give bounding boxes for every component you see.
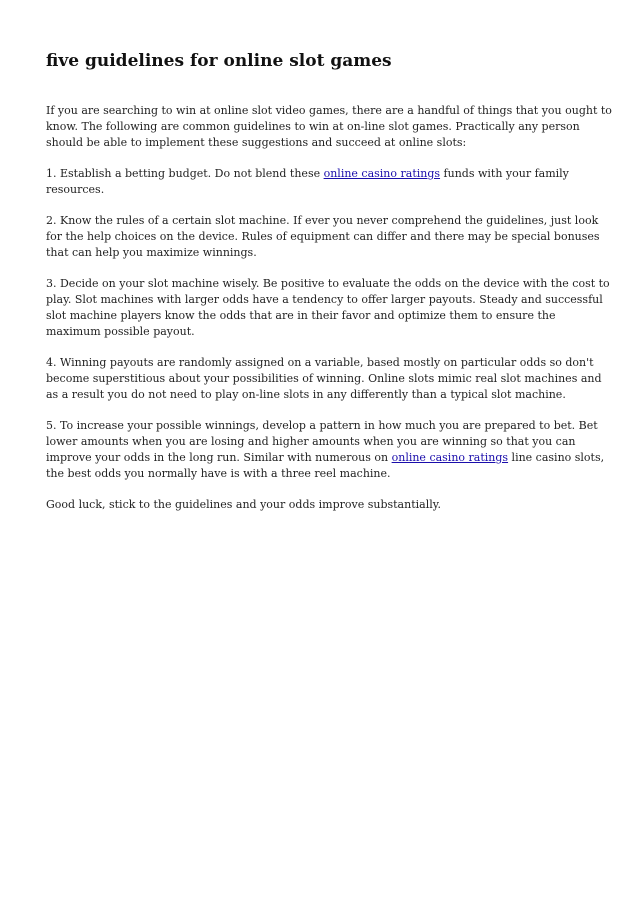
text-line: 2. Know the rules of a certain slot machine. If ever you never comprehend the guidelines, just look: [46, 214, 599, 227]
paragraph-tip-1: [46, 166, 606, 198]
text-segment: line casino slots,: [508, 451, 605, 464]
text-line: slot machine players know the odds that are in their favor and optimize them to ensure the: [46, 309, 556, 322]
text-line: 3. Decide on your slot machine wisely. Be positive to evaluate the odds on the device with the cost to: [46, 277, 610, 290]
text-line: become superstitious about your possibilities of winning. Online slots mimic real slot machines and: [46, 372, 602, 385]
text-line: 4. Winning payouts are randomly assigned on a variable, based mostly on particular odds so don't: [46, 356, 594, 369]
page-title: five guidelines for online slot games: [46, 51, 392, 71]
paragraph-tip-3: [46, 276, 610, 340]
paragraph-intro: [46, 103, 612, 151]
text-line: as a result you do not need to play on-line slots in any differently than a typical slot machine.: [46, 388, 566, 401]
online-casino-ratings-link[interactable]: online casino ratings: [323, 167, 441, 180]
online-casino-ratings-link[interactable]: online casino ratings: [391, 451, 509, 464]
text-line: lower amounts when you are losing and higher amounts when you are winning so that you can: [46, 435, 576, 448]
text-line: [46, 450, 606, 466]
text-line: resources.: [46, 183, 105, 196]
text-line: 5. To increase your possible winnings, develop a pattern in how much you are prepared to bet. Bet: [46, 419, 598, 432]
text-segment: improve your odds in the long run. Similar with numerous on: [46, 451, 392, 464]
text-segment: funds with your family: [440, 167, 569, 180]
paragraph-tip-5: [46, 418, 606, 482]
text-line: [46, 166, 606, 182]
text-line: If you are searching to win at online slot video games, there are a handful of things that you ought to: [46, 104, 612, 117]
text-segment: 1. Establish a betting budget. Do not blend these: [46, 167, 324, 180]
text-line: for the help choices on the device. Rules of equipment can differ and there may be special bonuses: [46, 230, 600, 243]
paragraph-tip-2: [46, 213, 606, 261]
text-line: Good luck, stick to the guidelines and your odds improve substantially.: [46, 498, 441, 511]
text-line: should be able to implement these suggestions and succeed at online slots:: [46, 136, 467, 149]
text-line: maximum possible payout.: [46, 325, 195, 338]
text-line: play. Slot machines with larger odds have a tendency to offer larger payouts. Steady and successful: [46, 293, 603, 306]
paragraph-closing: [46, 497, 606, 513]
text-line: know. The following are common guidelines to win at on-line slot games. Practically any person: [46, 120, 580, 133]
text-line: the best odds you normally have is with a three reel machine.: [46, 467, 391, 480]
article-body: [46, 103, 612, 528]
paragraph-tip-4: [46, 355, 606, 403]
text-line: that can help you maximize winnings.: [46, 246, 257, 259]
